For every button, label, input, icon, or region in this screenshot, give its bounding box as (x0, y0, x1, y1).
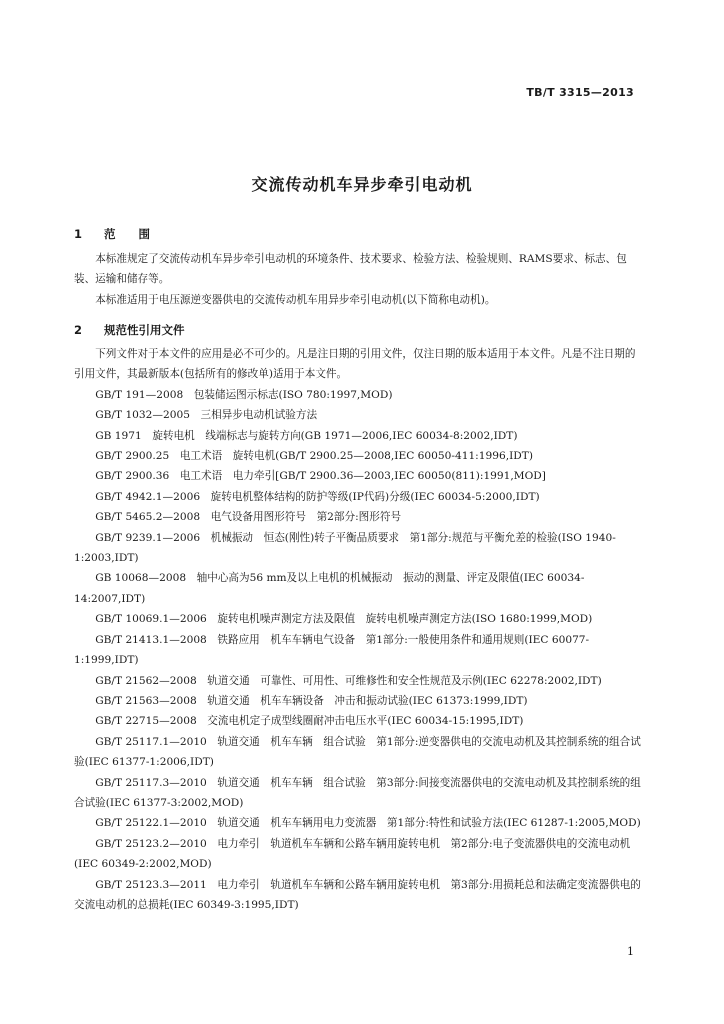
reference-item: GB/T 4942.1—2006 旋转电机整体结构的防护等级(IP代码)分级(IEC 60034-5:2000,IDT) (95, 490, 540, 503)
paragraph: 下列文件对于本文件的应用是必不可少的。凡是注日期的引用文件，仅注日期的版本适用于本文件。凡是不注日期的引用文件，其最新版本(包括所有的修改单)适用于本文件。 (74, 348, 636, 381)
section-number: 1 (74, 227, 83, 241)
reference-item: GB/T 25122.1—2010 轨道交通 机车车辆用电力变流器 第1部分:特性和试验方法(IEC 61287-1:2005,MOD) (95, 817, 641, 830)
reference-item: GB/T 2900.25 电工术语 旋转电机(GB/T 2900.25—2008,IEC 60050-411:1996,IDT) (95, 450, 533, 463)
reference-item: GB/T 22715—2008 交流电机定子成型线圈耐冲击电压水平(IEC 60034-15:1995,IDT) (95, 715, 524, 728)
paragraph: 本标准适用于电压源逆变器供电的交流传动机车用异步牵引电动机(以下简称电动机)。 (95, 293, 496, 306)
reference-item: GB/T 1032—2005 三相异步电动机试验方法 (95, 409, 318, 422)
reference-item: GB/T 2900.36 电工术语 电力牵引[GB/T 2900.36—2003,IEC 60050(811):1991,MOD] (95, 470, 546, 483)
standard-code: TB/T 3315—2013 (526, 86, 634, 99)
scope-text (74, 249, 644, 310)
reference-item: GB/T 191—2008 包装储运图示标志(ISO 780:1997,MOD) (95, 388, 393, 401)
reference-item: GB/T 25123.2—2010 电力牵引 轨道机车车辆和公路车辆用旋转电机 第2部分:电子变流器供电的交流电动机(IEC 60349-2:2002,MOD) (74, 837, 631, 871)
reference-item: GB/T 25117.1—2010 轨道交通 机车车辆 组合试验 第1部分:逆变器供电的交流电动机及其控制系统的组合试验(IEC 61377-1:2006,IDT) (74, 735, 641, 769)
reference-item: GB/T 5465.2—2008 电气设备用图形符号 第2部分:图形符号 (95, 511, 402, 524)
reference-item: GB/T 10069.1—2006 旋转电机噪声测定方法及限值 旋转电机噪声测定方法(ISO 1680:1999,MOD) (95, 613, 593, 626)
section-heading-normative-references (74, 322, 185, 338)
section-heading-scope (74, 226, 150, 242)
section-title: 规范性引用文件 (104, 323, 185, 337)
reference-item: GB/T 21413.1—2008 铁路应用 机车车辆电气设备 第1部分:一般使用条件和通用规则(IEC 60077-1:1999,IDT) (74, 633, 590, 667)
section-title: 范 围 (104, 227, 150, 241)
reference-item: GB/T 25117.3—2010 轨道交通 机车车辆 组合试验 第3部分:间接变流器供电的交流电动机及其控制系统的组合试验(IEC 61377-3:2002,MOD) (74, 776, 641, 809)
reference-item: GB/T 9239.1—2006 机械振动 恒态(刚性)转子平衡品质要求 第1部分:规范与平衡允差的检验(ISO 1940-1:2003,IDT) (74, 531, 616, 565)
paragraph: 本标准规定了交流传动机车异步牵引电动机的环境条件、技术要求、检验方法、检验规则、RAMS要求、标志、包装、运输和储存等。 (74, 253, 627, 286)
references-text (74, 344, 644, 915)
document-title: 交流传动机车异步牵引电动机 (251, 175, 473, 194)
reference-item: GB 10068—2008 轴中心高为56 mm及以上电机的机械振动 振动的测量、评定及限值(IEC 60034-14:2007,IDT) (74, 572, 585, 605)
reference-item: GB/T 21562—2008 轨道交通 可靠性、可用性、可维修性和安全性规范及示例(IEC 62278:2002,IDT) (95, 674, 602, 687)
page-number: 1 (627, 945, 634, 958)
section-number: 2 (74, 323, 83, 337)
reference-item: GB 1971 旋转电机 线端标志与旋转方向(GB 1971—2006,IEC 60034-8:2002,IDT) (95, 429, 518, 442)
reference-item: GB/T 21563—2008 轨道交通 机车车辆设备 冲击和振动试验(IEC 61373:1999,IDT) (95, 694, 528, 707)
reference-item: GB/T 25123.3—2011 电力牵引 轨道机车车辆和公路车辆用旋转电机 第3部分:用损耗总和法确定变流器供电的交流电动机的总损耗(IEC 60349-3:1995,IDT) (74, 878, 641, 911)
